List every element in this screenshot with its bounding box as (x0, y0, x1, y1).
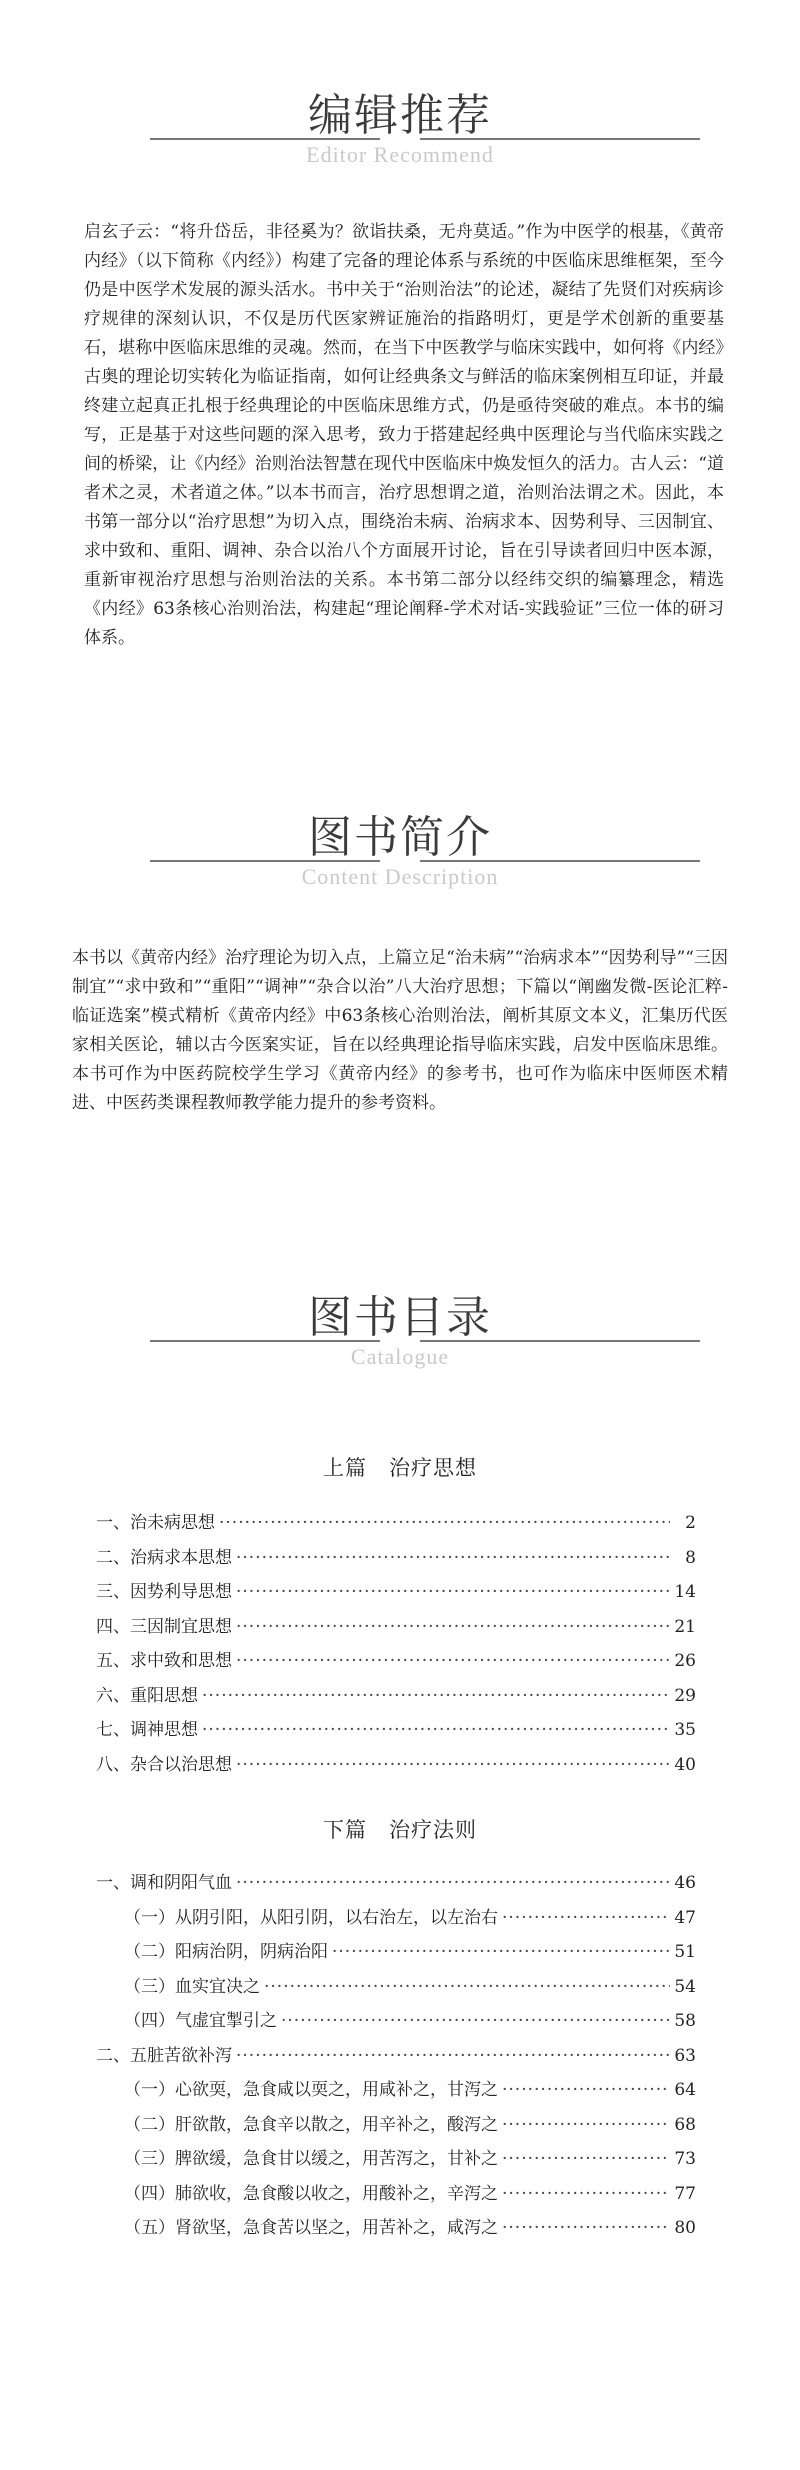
toc-entry-label: 七、调神思想 (96, 1720, 198, 1740)
section-title: 图书目录 (308, 1292, 492, 1343)
toc-page-number: 64 (674, 2080, 696, 2100)
section-subtitle: Editor Recommend (306, 142, 494, 167)
toc-entry (96, 2211, 696, 2246)
toc-entry (96, 2177, 696, 2212)
toc-entry (96, 2073, 696, 2108)
toc-part1-list (96, 1506, 696, 1782)
toc-part-title: 治疗思想 (389, 1456, 477, 1480)
toc-entry (96, 2039, 696, 2074)
toc-entry (96, 1541, 696, 1576)
toc-page-number: 73 (674, 2149, 696, 2169)
toc-leader-dots (502, 2108, 670, 2143)
toc-entry-label: （四）肺欲收，急食酸以收之，用酸补之，辛泻之 (124, 2183, 498, 2204)
toc-entry (96, 1748, 696, 1783)
toc-page-number: 51 (674, 1942, 696, 1962)
toc-leader-dots (236, 1541, 670, 1576)
section-header-content (0, 808, 800, 898)
toc-entry-label: 八、杂合以治思想 (96, 1754, 232, 1775)
toc-entry (96, 1935, 696, 1970)
toc-entry-label: （三）血实宜决之 (124, 1976, 260, 1997)
toc-entry-label: 六、重阳思想 (96, 1685, 198, 1706)
toc-part1-heading (0, 1452, 800, 1482)
toc-page-number: 26 (674, 1651, 696, 1671)
toc-entry (96, 2142, 696, 2177)
section-title: 编辑推荐 (308, 90, 492, 141)
toc-entry (96, 1901, 696, 1936)
section-title: 图书简介 (308, 812, 492, 863)
toc-entry (96, 1575, 696, 1610)
toc-leader-dots (502, 2211, 670, 2246)
toc-leader-dots (236, 1575, 670, 1610)
toc-leader-dots (202, 1713, 670, 1748)
toc-page-number: 63 (674, 2045, 696, 2066)
toc-part-name: 下篇 (323, 1818, 367, 1842)
toc-entry-label: 四、三因制宜思想 (96, 1616, 232, 1637)
editor-recommend-text: 启玄子云：“将升岱岳，非径奚为？欲诣扶桑，无舟莫适。”作为中医学的根基，《黄帝内经》（以下简称《内经》）构建了完备的理论体系与系统的中医临床思维框架，至今仍是中医学术发展的源头活水。书中关于“治则治法”的论述，凝结了先贤们对疾病诊疗规律的深刻认识，不仅是历代医家辨证施治的指路明灯，更是学术创新的重要基石，堪称中医临床思维的灵魂。然而，在当下中医教学与临床实践中，如何将《内经》古奥的理论切实转化为临证指南，如何让经典条文与鲜活的临床案例相互印证，并最终建立起真正扎根于经典理论的中医临床思维方式，仍是亟待突破的难点。本书的编写，正是基于对这些问题的深入思考，致力于搭建起经典中医理论与当代临床实践之间的桥梁，让《内经》治则治法智慧在现代中医临床中焕发恒久的活力。古人云：“道者术之灵，术者道之体。”以本书而言，治疗思想谓之道，治则治法谓之术。因此，本书第一部分以“治疗思想”为切入点，围绕治未病、治病求本、因势利导、三因制宜、求中致和、重阳、调神、杂合以治八个方面展开讨论，旨在引导读者回归中医本源，重新审视治疗思想与治则治法的关系。本书第二部分以经纬交织的编纂理念，精选《内经》63条核心治则治法，构建起“理论阐释-学术对话-实践验证”三位一体的研习体系。 (84, 222, 724, 648)
toc-entry (96, 2004, 696, 2039)
toc-entry (96, 1679, 696, 1714)
toc-page-number: 47 (674, 1907, 696, 1928)
toc-part2-heading (0, 1814, 800, 1844)
toc-entry-label: （一）心欲耎，急食咸以耎之，用咸补之，甘泻之 (124, 2080, 498, 2100)
toc-entry-label: （三）脾欲缓，急食甘以缓之，用苦泻之，甘补之 (124, 2149, 498, 2169)
toc-page-number: 14 (674, 1582, 696, 1602)
toc-entry-label: （五）肾欲坚，急食苦以坚之，用苦补之，咸泻之 (124, 2218, 498, 2238)
toc-entry (96, 1713, 696, 1748)
toc-page-number: 77 (674, 2183, 696, 2204)
toc-part-name: 上篇 (323, 1456, 367, 1480)
toc-entry-label: （一）从阴引阳，从阳引阴，以右治左，以左治右 (124, 1907, 498, 1928)
toc-leader-dots (202, 1679, 670, 1714)
toc-page-number: 8 (685, 1547, 696, 1568)
toc-leader-dots (236, 1644, 670, 1679)
toc-page-number: 58 (674, 2011, 696, 2031)
toc-entry-label: （四）气虚宜掣引之 (124, 2011, 277, 2031)
toc-page-number: 40 (674, 1754, 696, 1775)
section-subtitle: Catalogue (350, 1344, 450, 1369)
toc-entry-label: （二）肝欲散，急食辛以散之，用辛补之，酸泻之 (124, 2114, 498, 2135)
toc-page-number: 80 (674, 2218, 696, 2238)
toc-page-number: 35 (674, 1720, 696, 1740)
toc-part-title: 治疗法则 (389, 1818, 477, 1842)
toc-entry (96, 1866, 696, 1901)
toc-leader-dots (219, 1506, 670, 1541)
section-header-catalogue (0, 1288, 800, 1378)
toc-leader-dots (502, 2177, 670, 2212)
toc-page-number: 2 (685, 1513, 696, 1533)
toc-entry-label: 二、治病求本思想 (96, 1547, 232, 1568)
toc-entry-label: 一、调和阴阳气血 (96, 1873, 232, 1893)
toc-leader-dots (332, 1935, 670, 1970)
content-description-text: 本书以《黄帝内经》治疗理论为切入点，上篇立足“治未病”“治病求本”“因势利导”“三因制宜”“求中致和”“重阳”“调神”“杂合以治”八大治疗思想；下篇以“阐幽发微-医论汇粹-临证选案”模式精析《黄帝内经》中63条核心治则治法，阐析其原文本义，汇集历代医家相关医论，辅以古今医案实证，旨在以经典理论指导临床实践，启发中医临床思维。本书可作为中医药院校学生学习《黄帝内经》的参考书，也可作为临床中医师医术精进、中医药类课程教师教学能力提升的参考资料。 (72, 948, 728, 1113)
section-header-editor (0, 86, 800, 176)
toc-entry (96, 1610, 696, 1645)
toc-leader-dots (281, 2004, 670, 2039)
toc-entry (96, 1644, 696, 1679)
toc-entry (96, 1506, 696, 1541)
toc-entry-label: 五、求中致和思想 (96, 1651, 232, 1671)
section-subtitle: Content Description (301, 864, 499, 889)
toc-page-number: 68 (674, 2114, 696, 2135)
toc-part2-list (96, 1866, 696, 2246)
toc-entry-label: 三、因势利导思想 (96, 1582, 232, 1602)
toc-leader-dots (236, 1866, 670, 1901)
toc-entry-label: 二、五脏苦欲补泻 (96, 2045, 232, 2066)
toc-leader-dots (502, 2142, 670, 2177)
toc-entry (96, 2108, 696, 2143)
toc-leader-dots (264, 1970, 670, 2005)
toc-page-number: 21 (674, 1616, 696, 1637)
toc-leader-dots (236, 1610, 670, 1645)
toc-entry-label: （二）阳病治阴，阴病治阳 (124, 1942, 328, 1962)
toc-leader-dots (502, 2073, 670, 2108)
toc-leader-dots (236, 1748, 670, 1783)
toc-entry (96, 1970, 696, 2005)
toc-leader-dots (236, 2039, 670, 2074)
toc-page-number: 46 (674, 1873, 696, 1893)
toc-leader-dots (502, 1901, 670, 1936)
toc-entry-label: 一、治未病思想 (96, 1513, 215, 1533)
toc-page-number: 29 (674, 1685, 696, 1706)
toc-page-number: 54 (674, 1976, 696, 1997)
